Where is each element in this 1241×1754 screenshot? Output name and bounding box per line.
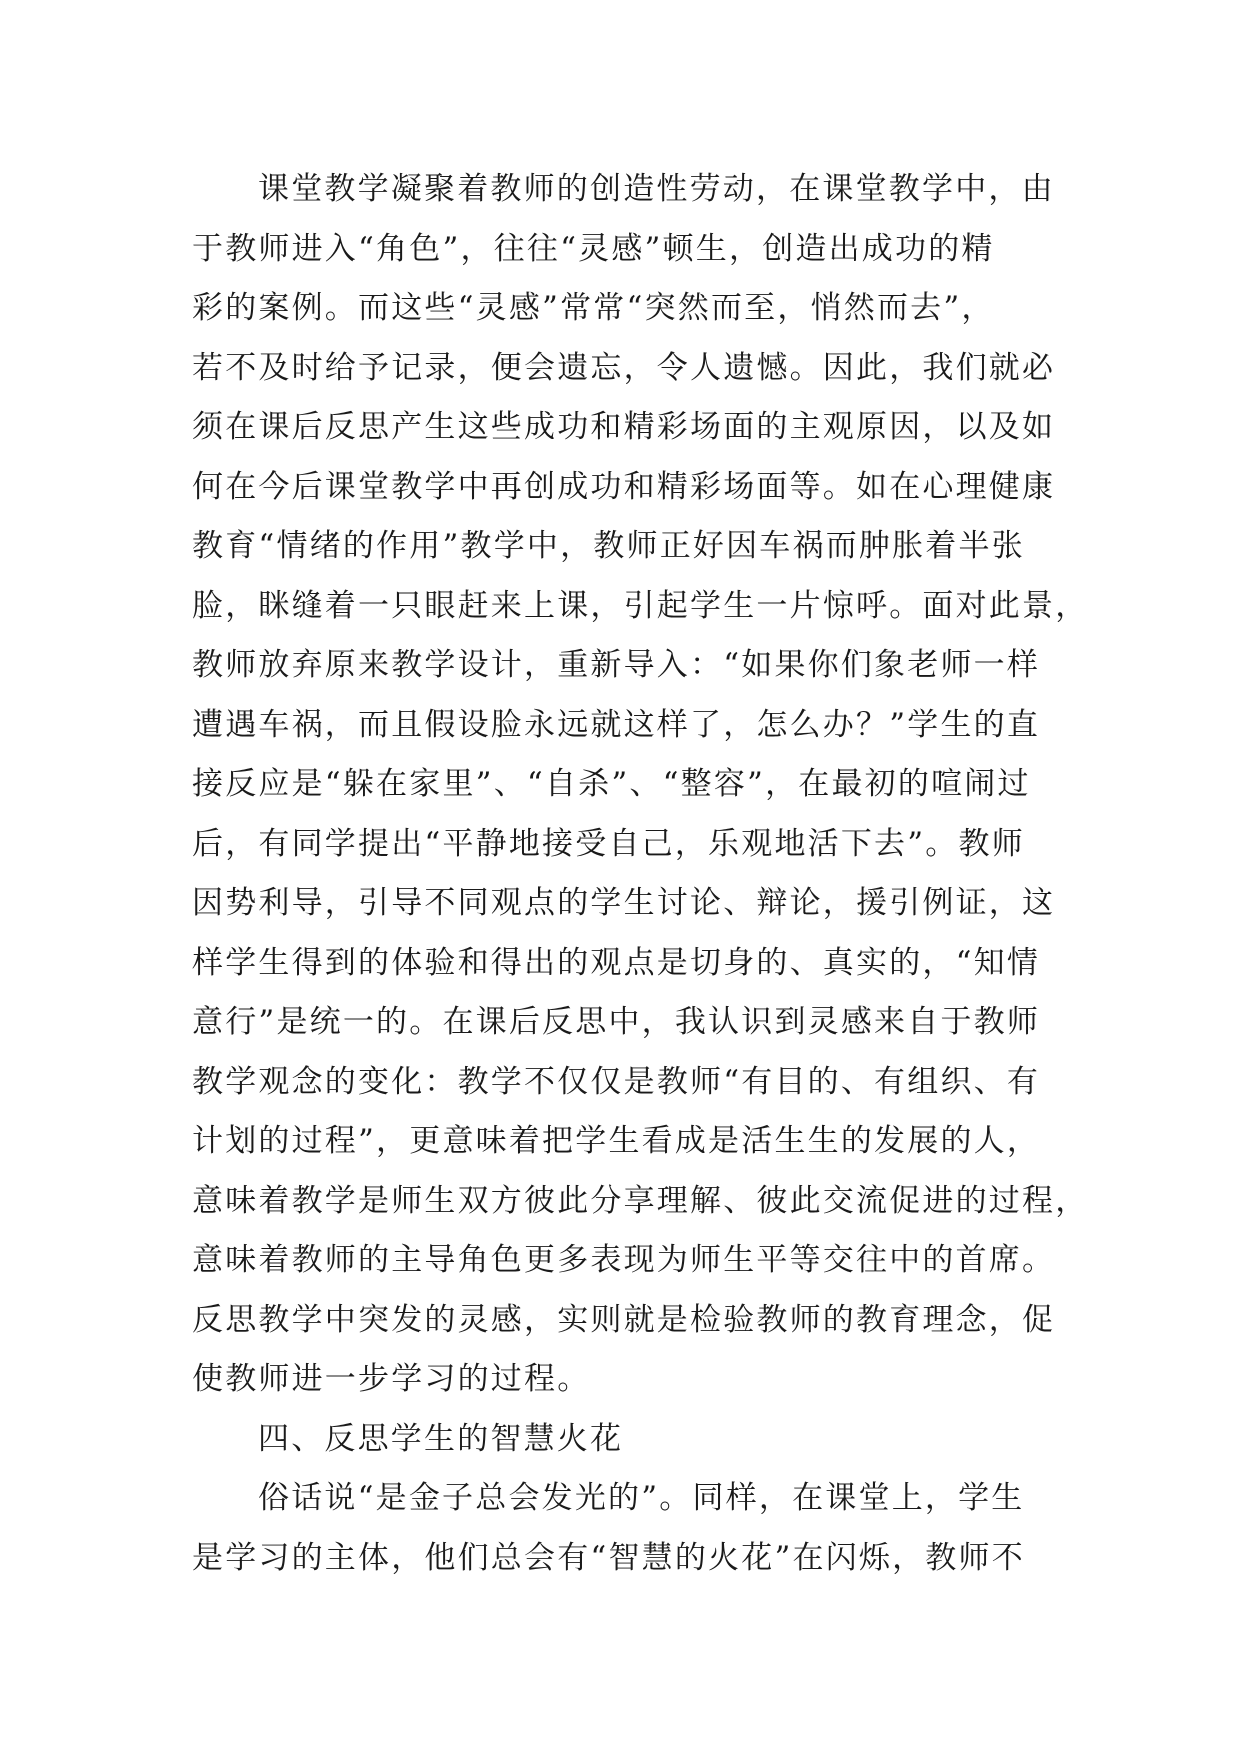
section-heading: 四、反思学生的智慧火花 bbox=[258, 1420, 624, 1457]
text-line: 使教师进一步学习的过程。 bbox=[192, 1361, 591, 1397]
text-line: 是学习的主体，他们总会有“智慧的火花”在闪烁，教师不 bbox=[192, 1539, 1025, 1576]
text-line: 课堂教学凝聚着教师的创造性劳动，在课堂教学中，由 bbox=[258, 171, 1055, 207]
text-line: 于教师进入“角色”，往往“灵感”顿生，创造出成功的精 bbox=[192, 230, 995, 267]
text-line: 意味着教师的主导角色更多表现为师生平等交往中的首席。 bbox=[192, 1242, 1056, 1278]
text-line: 彩的案例。而这些“灵感”常常“突然而至，悄然而去”， bbox=[192, 290, 995, 326]
text-line: 因势利导，引导不同观点的学生讨论、辩论，援引例证，这 bbox=[192, 885, 1056, 921]
text-line: 意味着教学是师生双方彼此分享理解、彼此交流促进的过程， bbox=[192, 1182, 1089, 1219]
text-line: 俗话说“是金子总会发光的”。同样，在课堂上，学生 bbox=[258, 1480, 1025, 1516]
text-line: 脸，眯缝着一只眼赶来上课，引起学生一片惊呼。面对此景， bbox=[192, 587, 1089, 624]
text-line: 反思教学中突发的灵感，实则就是检验教师的教育理念，促 bbox=[192, 1301, 1056, 1338]
text-line: 意行”是统一的。在课后反思中，我认识到灵感来自于教师 bbox=[192, 1004, 1041, 1040]
text-line: 教学观念的变化：教学不仅仅是教师“有目的、有组织、有 bbox=[192, 1063, 1041, 1100]
text-line: 须在课后反思产生这些成功和精彩场面的主观原因，以及如 bbox=[192, 409, 1056, 445]
text-line: 遭遇车祸，而且假设脸永远就这样了，怎么办？”学生的直 bbox=[192, 706, 1041, 743]
text-line: 接反应是“躲在家里”、“自杀”、“整容”，在最初的喧闹过 bbox=[192, 766, 1031, 802]
body-text bbox=[192, 160, 1089, 1588]
text-line: 样学生得到的体验和得出的观点是切身的、真实的，“知情 bbox=[192, 944, 1041, 981]
text-line: 后，有同学提出“平静地接受自己，乐观地活下去”。教师 bbox=[192, 825, 1025, 862]
text-line: 何在今后课堂教学中再创成功和精彩场面等。如在心理健康 bbox=[192, 468, 1056, 505]
text-line: 计划的过程”，更意味着把学生看成是活生生的发展的人， bbox=[192, 1123, 1041, 1159]
text-line: 若不及时给予记录，便会遗忘，令人遗憾。因此，我们就必 bbox=[192, 349, 1056, 386]
text-line: 教育“情绪的作用”教学中，教师正好因车祸而肿胀着半张 bbox=[192, 528, 1025, 564]
text-line: 教师放弃原来教学设计，重新导入：“如果你们象老师一样 bbox=[192, 647, 1041, 683]
